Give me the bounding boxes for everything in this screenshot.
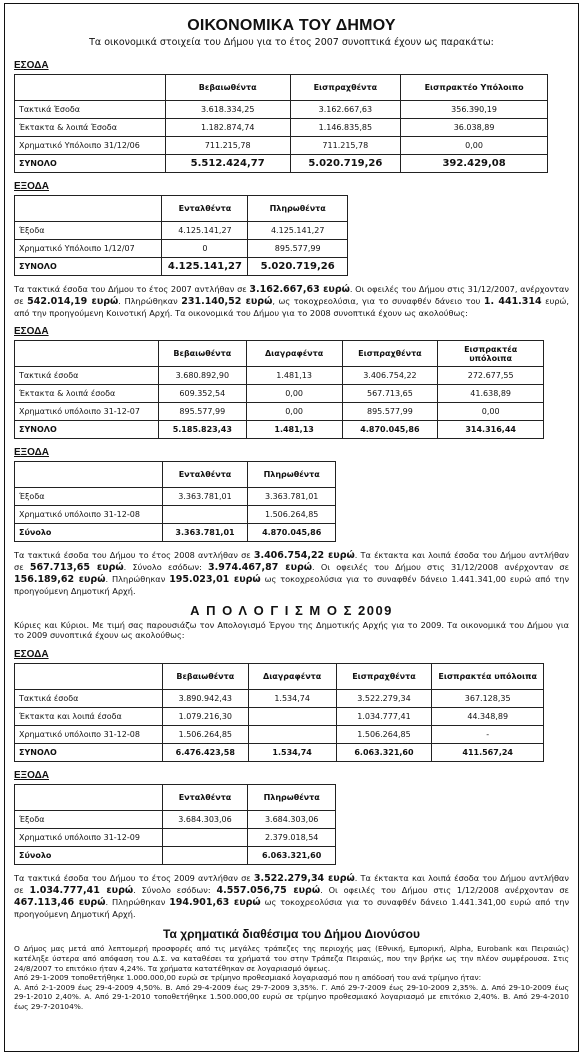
revenue-table-2007 — [14, 74, 548, 173]
table-cell: 895.577,99 — [248, 240, 348, 258]
table-cell: 609.352,54 — [158, 385, 246, 403]
table-row — [15, 506, 336, 524]
table-row — [15, 488, 336, 506]
expenses-table-2008 — [14, 461, 336, 542]
table-cell: 567.713,65 — [342, 385, 438, 403]
table-cell: 895.577,99 — [342, 403, 438, 421]
column-header: Διαγραφέντα — [248, 664, 336, 690]
table-cell: 44.348,89 — [432, 708, 544, 726]
row-label: ΣΥΝΟΛΟ — [15, 258, 162, 276]
table-cell: 3.684.303,06 — [162, 811, 248, 829]
text: . Οι οφειλές του Δήμου στις 31/12/2008 ανέρχονταν σε — [312, 562, 569, 573]
text: . Τα έκτακτα και λοιπά έσοδα του Δήμου αντλήθαν σε — [14, 550, 569, 573]
row-label: Χρηματικό υπόλοιπο 31-12-07 — [15, 403, 159, 421]
amount: 4.557.056,75 ευρώ — [216, 884, 321, 896]
table-cell: 0,00 — [401, 137, 548, 155]
table-cell: 1.534,74 — [248, 690, 336, 708]
table-header-row — [15, 75, 548, 101]
table-row — [15, 690, 544, 708]
row-label: Έκτακτα και λοιπά έσοδα — [15, 708, 163, 726]
table-cell: 0,00 — [246, 403, 342, 421]
amount: 3.162.667,63 ευρώ — [249, 284, 350, 295]
row-label: Έξοδα — [15, 222, 162, 240]
table-cell: 1.481,13 — [246, 421, 342, 439]
table-cell: 3.684.303,06 — [248, 811, 336, 829]
row-label: Σύνολο — [15, 847, 163, 865]
table-cell: 4.870.045,86 — [248, 524, 336, 542]
column-header — [15, 75, 166, 101]
table-cell — [248, 726, 336, 744]
text: ως τοκοχρεολύσια για το συναφθέν δάνειο 1.441.341,00 ευρώ από την προηγούμενη Δημοτική Αρχή. — [14, 896, 570, 919]
table-cell: 2.379.018,54 — [248, 829, 336, 847]
summary-paragraph-2009 — [14, 873, 569, 919]
table-cell: 272.677,55 — [438, 367, 544, 385]
amount: 3.406.754,22 ευρώ — [253, 550, 355, 562]
table-row — [15, 137, 548, 155]
text: ευρώ, από την προηγούμενη Κοινοτική Αρχή. Τα οικονομικά του Δήμου για το 2008 συνοπτικά έχουν ως ακολούθως: — [14, 295, 569, 318]
table-cell: 367.128,35 — [432, 690, 544, 708]
text: . Πληρώθηκαν — [105, 573, 170, 584]
text: , ως τοκοχρεολύσια, για το συναφθέν δάνειο του — [272, 295, 484, 306]
table-cell: 3.680.892,90 — [158, 367, 246, 385]
table-cell: 711.215,78 — [165, 137, 290, 155]
column-header: Εισπρακτέο Υπόλοιπο — [401, 75, 548, 101]
column-header: Βεβαιωθέντα — [165, 75, 290, 101]
table-header-row — [15, 785, 336, 811]
table-cell: 4.125.141,27 — [162, 222, 248, 240]
text: . Πληρώθηκαν — [105, 896, 170, 907]
row-label: Χρηματικό υπόλοιπο 31-12-08 — [15, 506, 163, 524]
table-cell: 411.567,24 — [432, 744, 544, 762]
table-cell: 3.162.667,63 — [290, 101, 401, 119]
text: ως τοκοχρεολύσια για το συναφθέν δάνειο 1.441.341,00 ευρώ από την προηγούμενη Δημοτική Αρχή. — [14, 573, 570, 596]
table-row — [15, 421, 544, 439]
table-cell: 3.363.781,01 — [162, 488, 248, 506]
table-row — [15, 524, 336, 542]
table-row — [15, 847, 336, 865]
table-cell: 6.476.423,58 — [162, 744, 248, 762]
row-label: Έκτακτα & λοιπά έσοδα — [15, 385, 159, 403]
table-row — [15, 222, 348, 240]
cash-paragraph-3: Α. Από 2-1-2009 έως 29-4-2009 4,50%. Β. Από 29-4-2009 έως 29-7-2009 3,35%. Γ. Από 29-7-2009 έως 29-10-2009 2,35%. Δ. Από 29-10-2009 έως 29-1-2010 2,40%. Α. Από 29-1-2010 τοποθετήθηκε 1.500.000,00 ευρώ σε τρίμηνο προθεσμιακό λογαριασμό με επιτόκιο 2,40%. Β. Από 29-4-2010 έως 29-7-20104%. — [14, 982, 569, 1011]
table-cell: 711.215,78 — [290, 137, 401, 155]
table-row — [15, 744, 544, 762]
amount: 156.189,62 ευρώ — [14, 573, 106, 585]
cash-paragraph-1: Ο Δήμος μας μετά από λεπτομερή προσφορές από τις μεγάλες τράπεζες της περιοχής μας (Εθνική, Εμπορική, Alpha, Eurobank και Πειραιώς) κατέληξε ύστερα από απόφαση του Δ.Σ. να καταθέσει τα χρήματά του στην Τράπεζα Πειραιώς, που την βρήκε ως την πλέον συμφέρουσα. Στις 24/8/2007 το επιτόκιο ήταν 4,24%. Τα χρήματα κατατέθηκαν σε λογαριασμό όψεως. — [14, 944, 569, 973]
table-cell: 1.079.216,30 — [162, 708, 248, 726]
row-label: Έξοδα — [15, 811, 163, 829]
table-cell: 1.146.835,85 — [290, 119, 401, 137]
table-row — [15, 258, 348, 276]
column-header: Βεβαιωθέντα — [162, 664, 248, 690]
section-revenue-2009: ΕΣΟΔΑ — [14, 649, 49, 661]
text: Τα τακτικά έσοδα του Δήμου το έτος 2009 αντλήθαν σε — [14, 873, 254, 884]
apologismos-heading: Α Π Ο Λ Ο Γ Ι Σ Μ Ο Σ 2009 — [190, 602, 393, 618]
table-cell: 41.638,89 — [438, 385, 544, 403]
table-header-row — [15, 341, 544, 367]
table-row — [15, 829, 336, 847]
revenue-table-2009 — [14, 663, 544, 762]
column-header — [15, 785, 163, 811]
column-header: Ενταλθέντα — [162, 462, 248, 488]
amount: 542.014,19 ευρώ — [27, 295, 119, 307]
expenses-table-2007 — [14, 195, 348, 276]
table-cell: 3.363.781,01 — [248, 488, 336, 506]
table-cell: 1.506.264,85 — [162, 726, 248, 744]
row-label: Χρηματικό Υπόλοιπο 1/12/07 — [15, 240, 162, 258]
table-cell: 1.182.874,74 — [165, 119, 290, 137]
table-row — [15, 155, 548, 173]
table-cell — [248, 708, 336, 726]
amount: 1.034.777,41 ευρώ — [29, 884, 134, 896]
text: Τα τακτικά έσοδα του Δήμου το έτος 2008 αντλήθαν σε — [14, 550, 254, 561]
summary-paragraph-2008 — [14, 550, 569, 596]
document-page — [4, 3, 579, 1052]
column-header: Πληρωθέντα — [248, 196, 348, 222]
table-cell: 5.020.719,26 — [290, 155, 401, 173]
table-cell: 3.522.279,34 — [336, 690, 432, 708]
page-subtitle: Τα οικονομικά στοιχεία του Δήμου για το έτος 2007 συνοπτικά έχουν ως παρακάτω: — [89, 37, 494, 48]
row-label: Χρηματικό Υπόλοιπο 31/12/06 — [15, 137, 166, 155]
section-expenses-2008: ΕΞΟΔΑ — [14, 447, 50, 459]
amount: 567.713,65 ευρώ — [29, 562, 124, 574]
text: Τα τακτικά έσοδα του Δήμου το έτος 2007 αντλήθαν σε — [14, 284, 250, 294]
column-header: Εισπρακτέα υπόλοιπα — [438, 341, 544, 367]
text: . Πληρώθηκαν — [118, 295, 182, 306]
table-header-row — [15, 664, 544, 690]
table-cell: 3.363.781,01 — [162, 524, 248, 542]
column-header: Πληρωθέντα — [248, 785, 336, 811]
section-expenses-2009: ΕΞΟΔΑ — [14, 770, 50, 782]
table-cell — [162, 829, 248, 847]
amount: 195.023,01 ευρώ — [169, 573, 261, 585]
page-title: ΟΙΚΟΝΟΜΙΚΑ ΤΟΥ ΔΗΜΟΥ — [187, 17, 396, 34]
row-label: Τακτικά έσοδα — [15, 367, 159, 385]
table-cell: 4.125.141,27 — [248, 222, 348, 240]
table-row — [15, 119, 548, 137]
table-row — [15, 367, 544, 385]
cash-reserves-heading: Τα χρηματικά διαθέσιμα του Δήμου Διονύσου — [163, 927, 420, 942]
row-label: ΣΥΝΟΛΟ — [15, 744, 163, 762]
row-label: Χρηματικό υπόλοιπο 31-12-08 — [15, 726, 163, 744]
table-cell: 3.618.334,25 — [165, 101, 290, 119]
table-cell: 1.534,74 — [248, 744, 336, 762]
column-header: Ενταλθέντα — [162, 196, 248, 222]
column-header: Ενταλθέντα — [162, 785, 248, 811]
amount: 467.113,46 ευρώ — [14, 896, 106, 908]
table-cell: - — [432, 726, 544, 744]
table-row — [15, 101, 548, 119]
table-cell: 895.577,99 — [158, 403, 246, 421]
table-cell — [162, 506, 248, 524]
cash-paragraph-2: Από 29-1-2009 τοποθετήθηκε 1.000.000,00 ευρώ σε τρίμηνο προθεσμιακό λογαριασμό που η απόδοσή του ανά τρίμηνο ήταν: — [14, 973, 482, 983]
table-cell: 1.506.264,85 — [336, 726, 432, 744]
column-header: Εισπρακτέα υπόλοιπα — [432, 664, 544, 690]
table-cell: 0,00 — [438, 403, 544, 421]
summary-paragraph-2007 — [14, 284, 569, 318]
text: . Τα έκτακτα και λοιπά έσοδα του Δήμου αντλήθαν σε — [14, 873, 569, 895]
amount: 1. 441.314 — [483, 295, 542, 307]
table-cell: 36.038,89 — [401, 119, 548, 137]
table-cell: 5.512.424,77 — [165, 155, 290, 173]
text: . Οι οφειλές του Δήμου στις 31/12/2007, ανέρχονταν σε — [14, 284, 569, 306]
amount: 194.901,63 ευρώ — [169, 896, 261, 908]
intro-paragraph-2009: Κύριες και Κύριοι. Με τιμή σας παρουσιάζω τον Απολογισμό Έργου της Δημοτικής Αρχής για το 2009. Τα οικονομικά του Δήμου για το 2009 συνοπτικά έχουν ως ακολούθως: — [14, 619, 569, 641]
column-header — [15, 462, 163, 488]
table-cell: 392.429,08 — [401, 155, 548, 173]
table-cell: 1.506.264,85 — [248, 506, 336, 524]
table-row — [15, 811, 336, 829]
row-label: Έκτακτα & λοιπά Έσοδα — [15, 119, 166, 137]
row-label: ΣΥΝΟΛΟ — [15, 421, 159, 439]
row-label: ΣΥΝΟΛΟ — [15, 155, 166, 173]
section-expenses-2007: ΕΞΟΔΑ — [14, 181, 50, 192]
table-row — [15, 240, 348, 258]
column-header: Εισπραχθέντα — [336, 664, 432, 690]
table-cell: 3.406.754,22 — [342, 367, 438, 385]
column-header: Πληρωθέντα — [248, 462, 336, 488]
table-cell: 314.316,44 — [438, 421, 544, 439]
column-header — [15, 664, 163, 690]
text: . Σύνολο εσόδων: — [123, 562, 209, 573]
table-cell: 4.870.045,86 — [342, 421, 438, 439]
table-cell: 6.063.321,60 — [248, 847, 336, 865]
table-row — [15, 385, 544, 403]
text: . Σύνολο εσόδων: — [133, 884, 217, 895]
table-header-row — [15, 462, 336, 488]
column-header: Εισπραχθέντα — [290, 75, 401, 101]
section-revenue-2008: ΕΣΟΔΑ — [14, 326, 49, 338]
table-cell: 3.890.942,43 — [162, 690, 248, 708]
text: . Οι οφειλές του Δήμου στις 1/12/2008 ανέρχονταν σε — [320, 884, 569, 895]
column-header: Διαγραφέντα — [246, 341, 342, 367]
column-header: Εισπραχθέντα — [342, 341, 438, 367]
table-cell: 0,00 — [246, 385, 342, 403]
row-label: Τακτικά έσοδα — [15, 690, 163, 708]
table-cell: 356.390,19 — [401, 101, 548, 119]
table-header-row — [15, 196, 348, 222]
table-cell: 1.481,13 — [246, 367, 342, 385]
row-label: Τακτικά Έσοδα — [15, 101, 166, 119]
table-cell: 5.185.823,43 — [158, 421, 246, 439]
table-cell — [162, 847, 248, 865]
column-header — [15, 341, 159, 367]
row-label: Σύνολο — [15, 524, 163, 542]
expenses-table-2009 — [14, 784, 336, 865]
column-header — [15, 196, 162, 222]
amount: 3.974.467,87 ευρώ — [208, 562, 313, 574]
revenue-table-2008 — [14, 340, 544, 439]
table-row — [15, 726, 544, 744]
table-row — [15, 403, 544, 421]
column-header: Βεβαιωθέντα — [158, 341, 246, 367]
row-label: Χρηματικό υπόλοιπο 31-12-09 — [15, 829, 163, 847]
amount: 3.522.279,34 ευρώ — [253, 873, 355, 885]
table-cell: 1.034.777,41 — [336, 708, 432, 726]
table-cell: 6.063.321,60 — [336, 744, 432, 762]
table-row — [15, 708, 544, 726]
amount: 231.140,52 ευρώ — [181, 295, 273, 307]
table-cell: 5.020.719,26 — [248, 258, 348, 276]
table-cell: 4.125.141,27 — [162, 258, 248, 276]
row-label: Έξοδα — [15, 488, 163, 506]
table-cell: 0 — [162, 240, 248, 258]
section-revenue-2007: ΕΣΟΔΑ — [14, 60, 49, 71]
